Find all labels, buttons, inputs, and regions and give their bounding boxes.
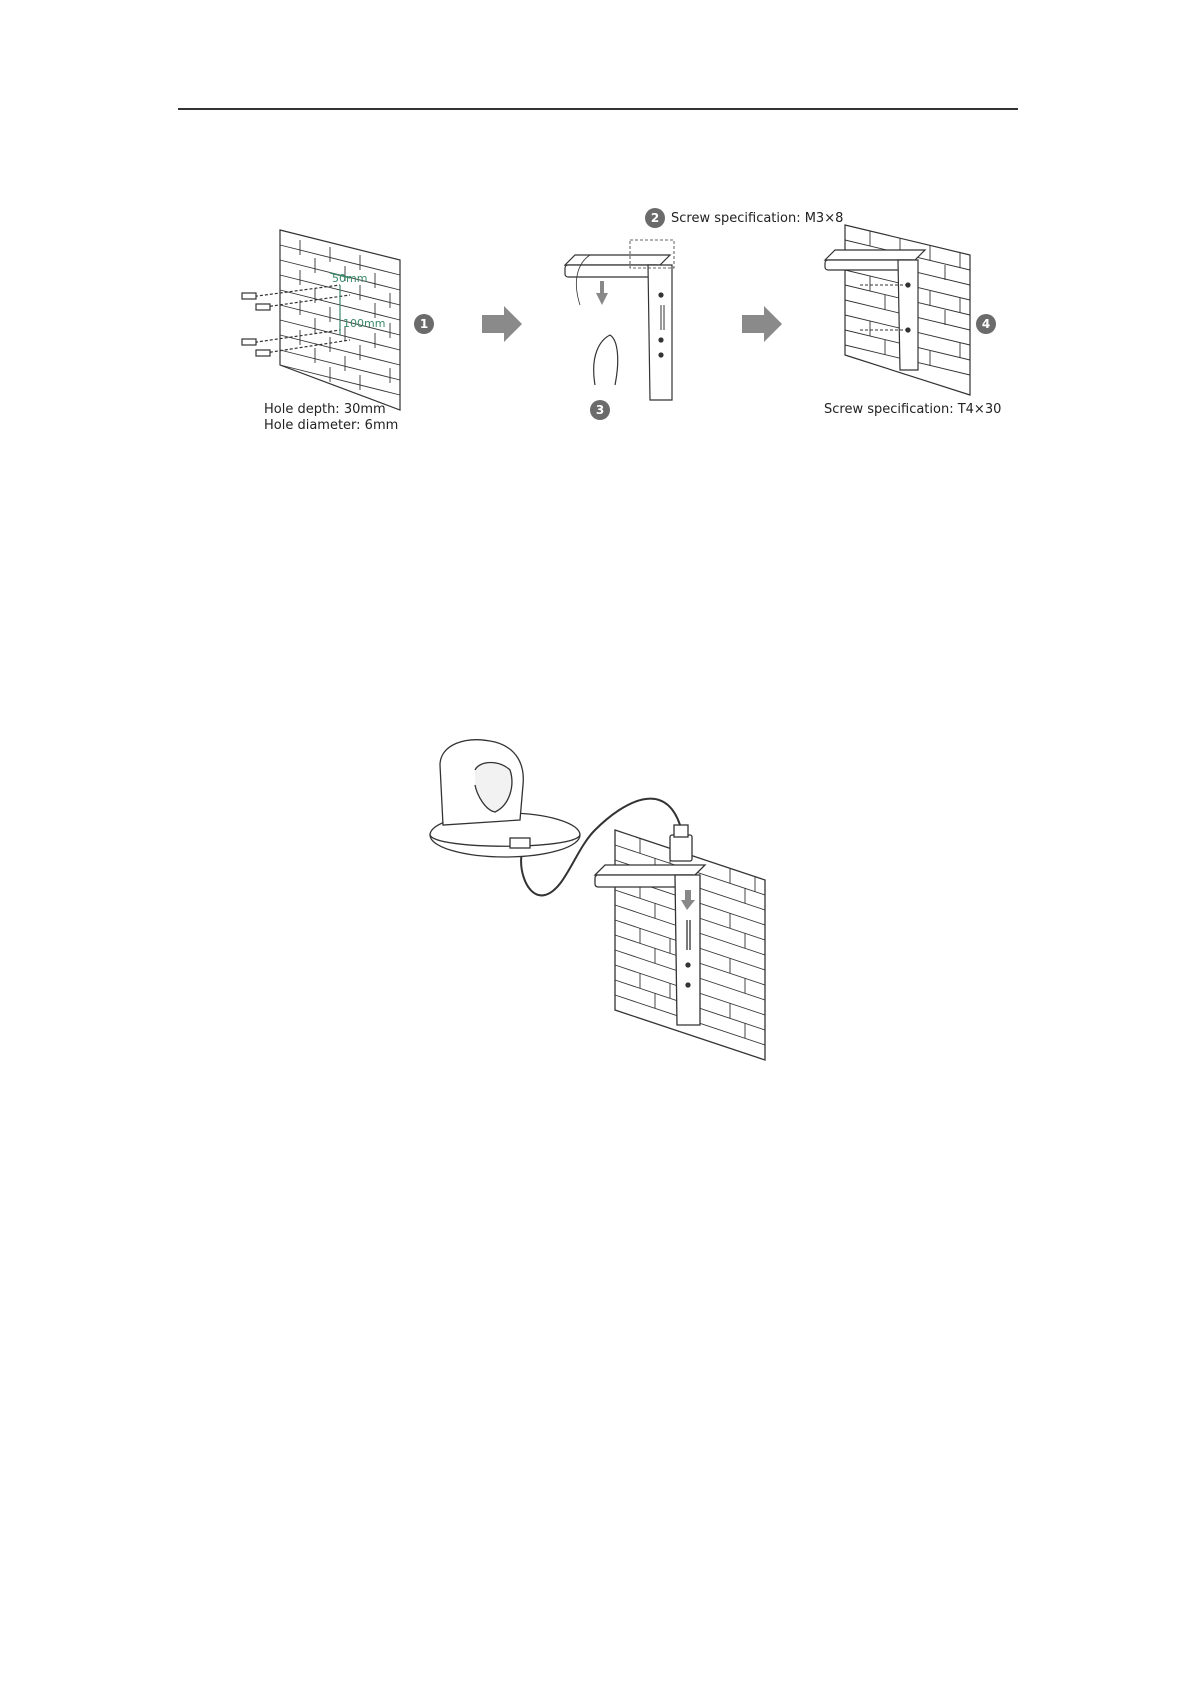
- step1-badge: 1: [414, 314, 434, 334]
- screw-spec-t4-label: Screw specification: T4×30: [824, 402, 1002, 417]
- camera-connection-illustration: [425, 740, 765, 1065]
- screw-spec-m3-label: Screw specification: M3×8: [671, 211, 844, 226]
- step4-badge: 4: [976, 314, 996, 334]
- arrow-right-icon: [742, 306, 782, 342]
- step4-mounted-bracket-illustration: [820, 220, 980, 400]
- step1-wall-illustration: [240, 225, 420, 415]
- arrow-right-icon: [482, 306, 522, 342]
- step2-bracket-illustration: [560, 235, 690, 410]
- dim-50mm: 50mm: [332, 272, 368, 285]
- hole-diameter-label: Hole diameter: 6mm: [264, 418, 399, 433]
- header-rule: [178, 108, 1018, 110]
- dim-100mm: 100mm: [343, 317, 386, 330]
- step3-badge: 3: [590, 400, 610, 420]
- hole-depth-label: Hole depth: 30mm: [264, 402, 386, 417]
- step2-badge: 2: [645, 208, 665, 228]
